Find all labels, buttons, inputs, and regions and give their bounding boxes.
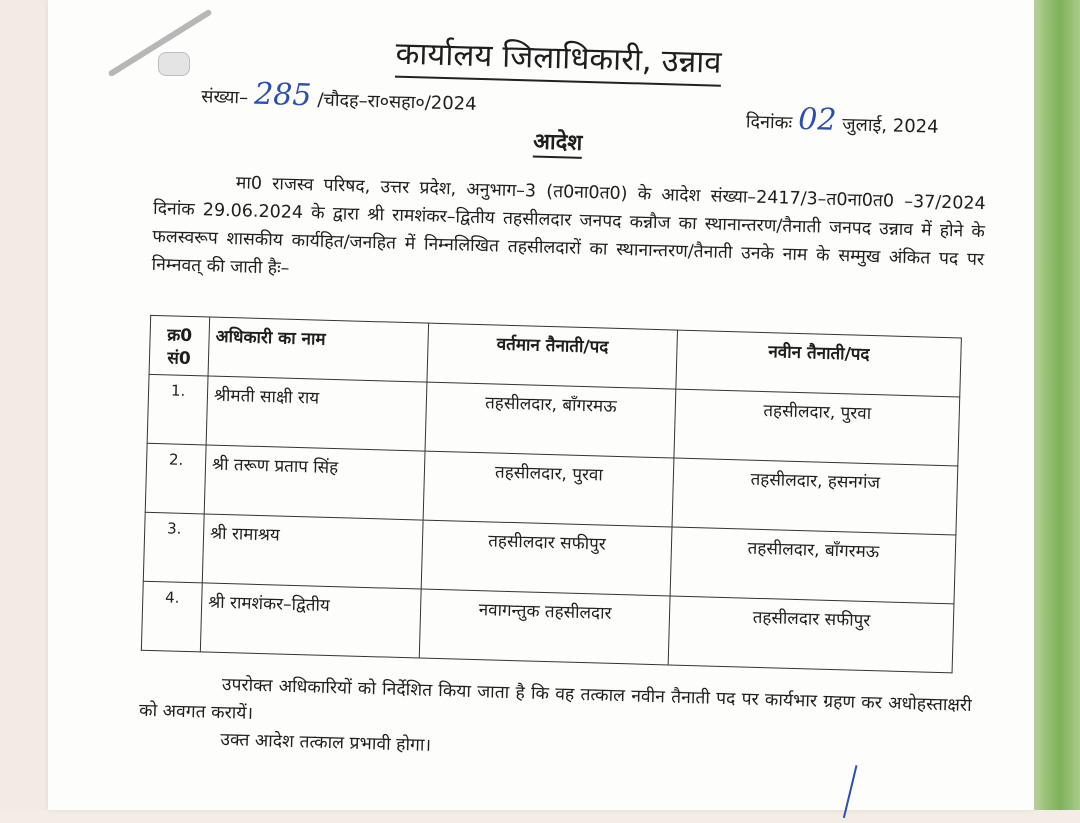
cell-current-posting: तहसीलदार सफीपुर <box>421 520 672 596</box>
number-label: संख्या– <box>201 86 249 109</box>
header-new-posting: नवीन तैनाती/पद <box>676 330 962 397</box>
cell-officer-name: श्री रामशंकर–द्वितीय <box>200 583 421 658</box>
cell-current-posting: तहसीलदार, बाँगरमऊ <box>425 382 676 458</box>
number-handwritten: 285 <box>253 76 312 114</box>
pin-head-icon <box>158 52 190 76</box>
cell-serial: 1. <box>147 374 208 445</box>
cell-new-posting: तहसीलदार, पुरवा <box>674 389 960 466</box>
document-body <box>37 0 1045 823</box>
date-handwritten: 02 <box>797 101 837 138</box>
office-title: कार्यालय जिलाधिकारी, उन्नाव <box>395 32 722 87</box>
cell-new-posting: तहसीलदार, बाँगरमऊ <box>670 527 956 604</box>
date-label: दिनांकः <box>745 111 793 134</box>
date-suffix: जुलाई, 2024 <box>842 114 939 138</box>
header-serial: क्र0 सं0 <box>149 315 210 376</box>
transfer-table <box>141 315 962 674</box>
cell-officer-name: श्री तरूण प्रताप सिंह <box>204 445 425 520</box>
closing-paragraph: उपरोक्त अधिकारियों को निर्देशित किया जाता है कि वह तत्काल नवीन तैनाती पद पर कार्यभार ग्रहण कर अधोहस्ताक्षरी को अवगत करायें। <box>138 675 972 724</box>
cell-serial: 4. <box>141 581 202 652</box>
cell-serial: 2. <box>145 443 206 514</box>
order-number-line <box>201 75 477 118</box>
document-paper <box>48 0 1034 810</box>
cell-current-posting: तहसीलदार, पुरवा <box>423 451 674 527</box>
cell-current-posting: नवागन्तुक तहसीलदार <box>419 589 670 665</box>
cell-officer-name: श्रीमती साक्षी राय <box>206 376 427 451</box>
header-current-posting: वर्तमान तैनाती/पद <box>427 323 678 389</box>
cell-new-posting: तहसीलदार, हसनगंज <box>672 458 958 535</box>
cell-officer-name: श्री रामाश्रय <box>202 514 423 589</box>
cell-new-posting: तहसीलदार सफीपुर <box>668 596 954 673</box>
intro-paragraph: मा0 राजस्व परिषद, उत्तर प्रदेश, अनुभाग–3 (त0ना0त0) के आदेश संख्या–2417/3–त0ना0त0 –37/2024 दिनांक 29.06.2024 के द्वारा श्री रामशंकर–द्वितीय तहसीलदार जनपद कन्नौज का स्थानान्तरण/तैनाती जनपद उन्नाव में होने के फलस्वरूप शासकीय कार्यहित/जनहित में निम्नलिखित तहसीलदारों का स्थानान्तरण/तैनाती उनके नाम के सम्मुख अंकित पद पर निम्नवत् की जाती हैः– <box>151 173 986 279</box>
number-suffix: /चौदह–रा०सहा०/2024 <box>317 89 477 115</box>
order-date-line <box>745 100 939 140</box>
header-officer-name: अधिकारी का नाम <box>208 317 429 382</box>
signature-stroke <box>843 765 858 818</box>
order-heading: आदेश <box>533 125 583 158</box>
cell-serial: 3. <box>143 512 204 583</box>
effect-line: उक्त आदेश तत्काल प्रभावी होगा। <box>220 729 432 756</box>
